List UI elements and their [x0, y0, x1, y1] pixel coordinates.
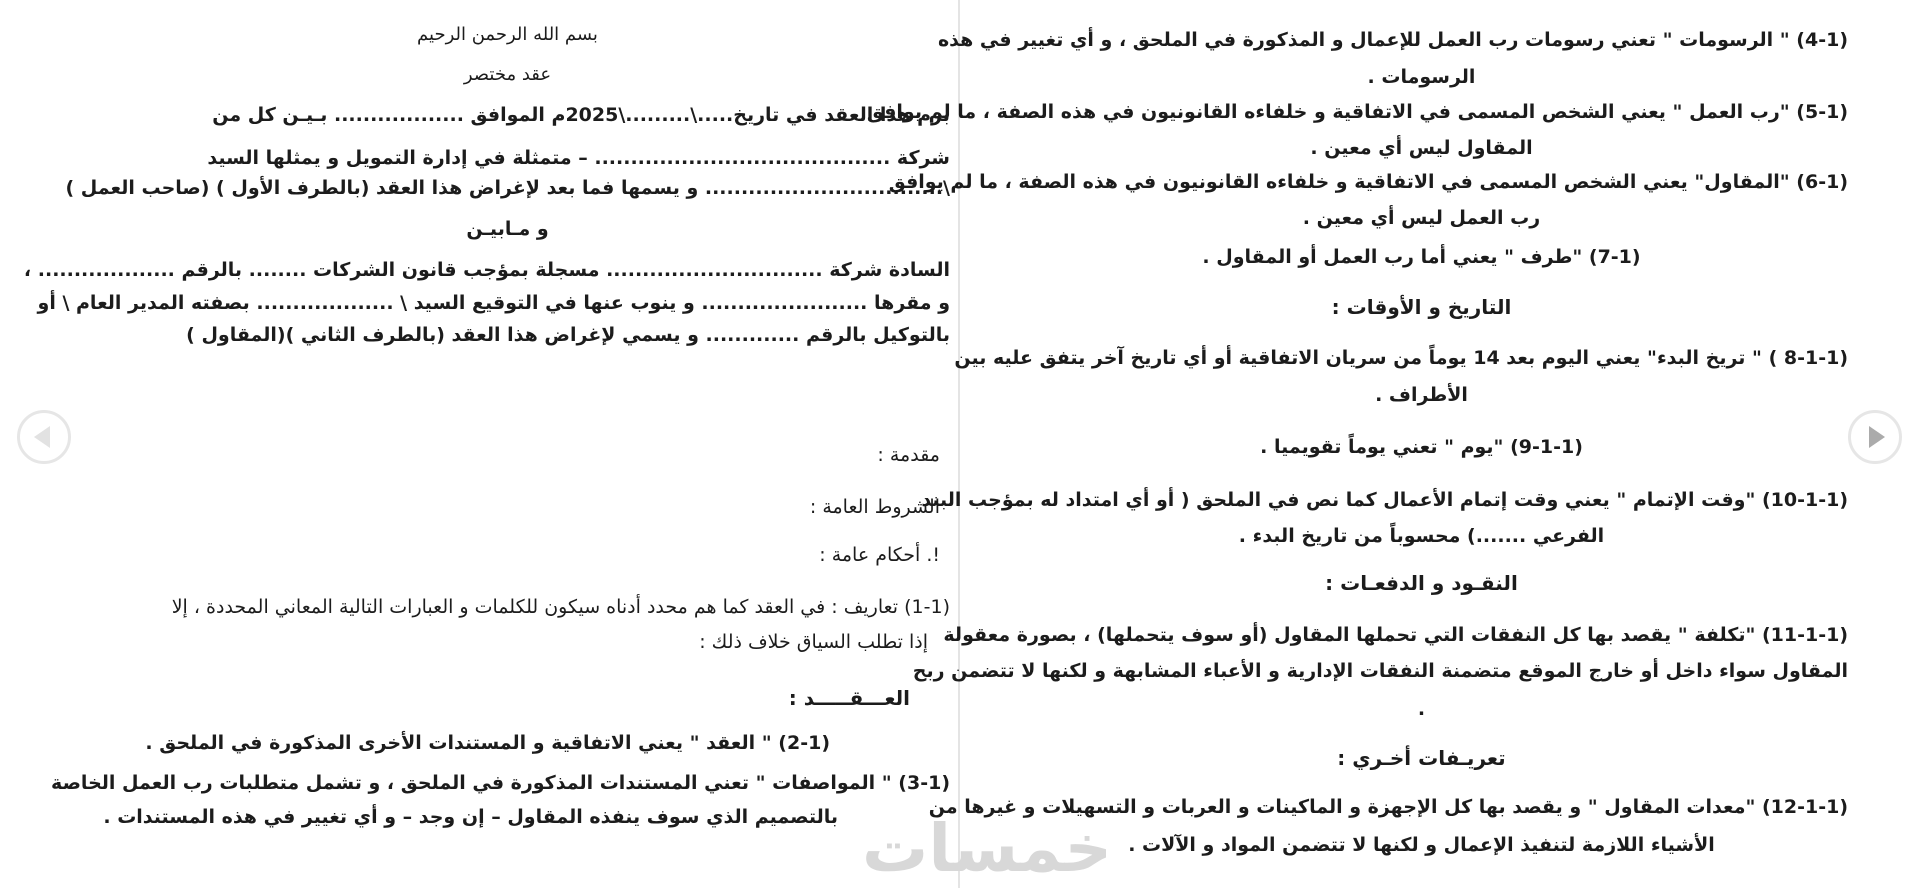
chevron-left-icon — [34, 426, 50, 448]
text-line: برم هذا العقد في تاريخ.....\.........\2025م الموافق .................. بـيـن كل من — [212, 104, 950, 126]
text-line: . — [1417, 698, 1426, 720]
text-line: مقدمة : — [877, 444, 940, 466]
chevron-right-icon — [1869, 426, 1885, 448]
text-line: (4-1) " الرسومات " تعني رسومات رب العمل للإعمال و المذكورة في الملحق ، و أي تغيير في هذه — [937, 29, 1848, 51]
text-line: (2-1) " العقد " يعني الاتفاقية و المستندات الأخرى المذكورة في الملحق . — [145, 732, 830, 754]
text-line: (5-1) "رب العمل " يعني الشخص المسمى في الاتفاقية و خلفاءه القانونيون في هذه الصفة ، ما لم يوافق — [866, 101, 1848, 123]
text-line: و مقرها ....................... و ينوب عنها في التوقيع السيد \ ................... بصفته المدير العام \ أو — [37, 292, 950, 314]
page-divider — [958, 0, 960, 888]
text-line: (3-1) " المواصفات " تعني المستندات المذكورة في الملحق ، و تشمل متطلبات رب العمل الخاصة — [51, 772, 950, 794]
khamsat-watermark: خمسات — [862, 810, 1113, 887]
text-line: \................................. و يسمها فما بعد لإغراض هذا العقد (بالطرف الأول ) (صاحب العمل ) — [65, 177, 950, 199]
text-line: (6-1) "المقاول" يعني الشخص المسمى في الاتفاقية و خلفاءه القانونيون في هذه الصفة ، ما لم يوافق — [888, 171, 1848, 193]
text-line: إذا تطلب السياق خلاف ذلك : — [699, 631, 928, 653]
text-line: بسم الله الرحمن الرحيم — [417, 24, 598, 45]
text-line: النقـود و الدفعـات : — [1325, 571, 1518, 595]
text-line: (10-1-1) "وقت الإتمام " يعني وقت إتمام الأعمال كما نص في الملحق ( أو أي امتداد له بمؤجب البند — [921, 489, 1848, 511]
text-line: !. أحكام عامة : — [819, 544, 940, 566]
text-line: الشروط العامة : — [809, 496, 940, 518]
text-line: العـــقـــــد : — [788, 686, 910, 710]
text-line: الأشياء اللازمة لتنفيذ الإعمال و لكنها لا تتضمن المواد و الآلات . — [1128, 834, 1715, 856]
text-line: (1-1) تعاريف : في العقد كما هم محدد أدناه سيكون للكلمات و العبارات التالية المعاني المحددة ، إلا — [171, 596, 950, 618]
text-line: بالتوكيل بالرقم ............. و يسمي لإغراض هذا العقد (بالطرف الثاني )(المقاول ) — [186, 324, 950, 346]
text-line: المقاول ليس أي معين . — [1310, 137, 1533, 159]
next-page-button[interactable] — [1848, 410, 1902, 464]
text-line: المقاول سواء داخل أو خارج الموقع متضمنة النفقات الإدارية و الأعباء المشابهة و لكنها لا تتضمن ربح — [912, 660, 1848, 682]
page-1 — [23, 0, 950, 888]
prev-page-button[interactable] — [17, 410, 71, 464]
text-line: (11-1-1) "تكلفة " يقصد بها كل النفقات التي تحملها المقاول (أو سوف يتحملها) ، بصورة معقولة — [943, 624, 1848, 646]
text-line: الأطراف . — [1375, 384, 1468, 406]
text-line: رب العمل ليس أي معين . — [1302, 207, 1541, 229]
text-line: التاريخ و الأوقات : — [1331, 295, 1512, 319]
text-line: الرسومات . — [1367, 66, 1476, 88]
text-line: (12-1-1) "معدات المقاول " و يقصد بها كل الإجهزة و الماكينات و العربات و التسهيلات و غيرها من — [928, 796, 1848, 818]
text-line: تعريـفات أخـري : — [1337, 746, 1506, 770]
text-line: بالتصميم الذي سوف ينفذه المقاول – إن وجد – و أي تغيير في هذه المستندات . — [103, 806, 838, 828]
text-line: شركة ......................................... – متمثلة في إدارة التمويل و يمثلها السيد — [207, 147, 950, 169]
text-line: (8-1-1 ) " تريخ البدء" يعني اليوم بعد 14 يوماً من سريان الاتفاقية أو أي تاريخ آخر يتفق عليه بين — [954, 347, 1848, 369]
text-line: عقد مختصر — [463, 64, 552, 85]
text-line: السادة شركة .............................. مسجلة بمؤجب قانون الشركات ........ بالرقم ................... ، — [23, 259, 950, 281]
text-line: الفرعي .......) محسوباً من تاريخ البدء . — [1238, 525, 1605, 547]
text-line: (7-1) "طرف " يعني أما رب العمل أو المقاول . — [1202, 246, 1641, 268]
text-line: (9-1-1) "يوم " تعني يوماً تقويميا . — [1260, 436, 1583, 458]
text-line: و مـابيـن — [466, 218, 549, 240]
